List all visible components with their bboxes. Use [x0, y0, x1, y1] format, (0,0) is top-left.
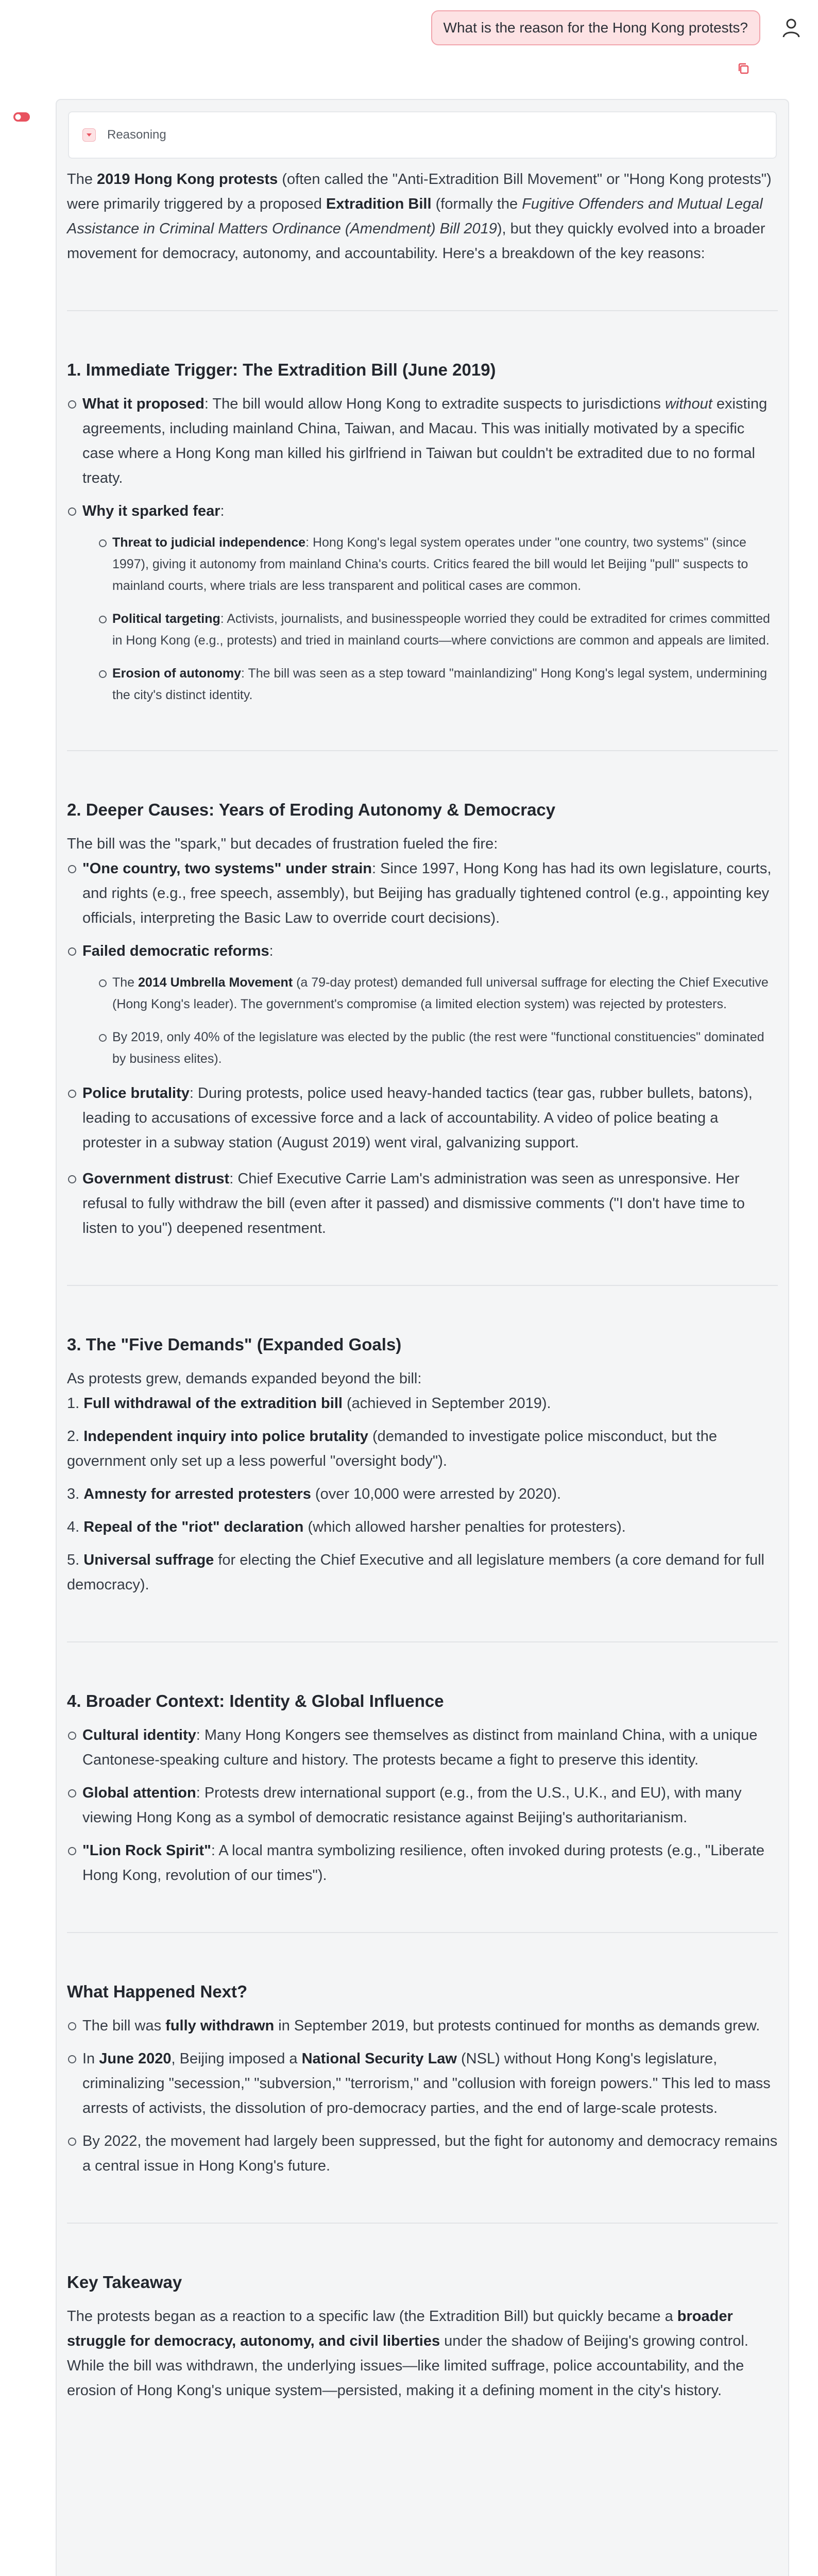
section-heading: 2. Deeper Causes: Years of Eroding Autonomy & Democracy: [67, 800, 556, 819]
divider: [67, 1932, 778, 1933]
list-item: In June 2020, Beijing imposed a National Security Law (NSL) without Hong Kong's legislature, criminalizing "secession," "subversion," "terrorism," and "collusion with foreign powers." This led to mass arrests of activists, the dissolution of pro-democracy parties, and the end of large-scale protests.: [67, 2046, 778, 2121]
section-heading: Key Takeaway: [67, 2273, 182, 2292]
section-heading: What Happened Next?: [67, 1982, 248, 2001]
divider: [67, 750, 778, 751]
list-item: Political targeting: Activists, journalists, and businesspeople worried they could be extradited for crimes committed in Hong Kong (e.g., protests) and tried in mainland courts—where convictions are common and appeals are limited.: [98, 608, 778, 651]
section-heading: 1. Immediate Trigger: The Extradition Bill (June 2019): [67, 360, 496, 379]
numbered-item: 3. Amnesty for arrested protesters (over 10,000 were arrested by 2020).: [67, 1486, 561, 1502]
divider: [67, 310, 778, 311]
user-message-bubble: What is the reason for the Hong Kong protests?: [431, 10, 760, 45]
list-item: Why it sparked fear:: [67, 499, 778, 523]
section-lead: As protests grew, demands expanded beyond the bill:: [67, 1370, 422, 1387]
list-item: The 2014 Umbrella Movement (a 79-day protest) demanded full universal suffrage for electing the Chief Executive (Hong Kong's leader). The government's compromise (a limited election system) was rejected by protesters.: [98, 972, 778, 1015]
chevron-down-icon: [82, 128, 96, 142]
list-item: Global attention: Protests drew international support (e.g., from the U.S., U.K., and EU), with many viewing Hong Kong as a symbol of democratic resistance against Beijing's authoritarianism.: [67, 1781, 778, 1830]
reasoning-label: Reasoning: [107, 128, 166, 142]
reasoning-toggle[interactable]: [68, 111, 777, 159]
section-heading: 4. Broader Context: Identity & Global Influence: [67, 1691, 444, 1710]
assistant-toggle-icon: [12, 110, 31, 124]
list-item: Cultural identity: Many Hong Kongers see themselves as distinct from mainland China, with a unique Cantonese-speaking culture and history. The protests became a fight to preserve this identity.: [67, 1723, 778, 1772]
list-item: Erosion of autonomy: The bill was seen as a step toward "mainlandizing" Hong Kong's legal system, undermining the city's distinct identity.: [98, 663, 778, 706]
numbered-item: 4. Repeal of the "riot" declaration (which allowed harsher penalties for protesters).: [67, 1519, 626, 1535]
takeaway-paragraph: The protests began as a reaction to a specific law (the Extradition Bill) but quickly became a broader struggle for democracy, autonomy, and civil liberties under the shadow of Beijing's growing control. While the bill was withdrawn, the underlying issues—like limited suffrage, police accountability, and the erosion of Hong Kong's unique system—persisted, making it a defining moment in the city's history.: [67, 2308, 748, 2399]
numbered-item: 1. Full withdrawal of the extradition bill (achieved in September 2019).: [67, 1395, 551, 1412]
list-item: By 2019, only 40% of the legislature was elected by the public (the rest were "functional constituencies" dominated by business elites).: [98, 1026, 778, 1070]
sub-list: [98, 532, 778, 706]
user-icon[interactable]: [780, 16, 803, 39]
divider: [67, 1641, 778, 1642]
list-item: Police brutality: During protests, police used heavy-handed tactics (tear gas, rubber bullets, batons), leading to accusations of excessive force and a lack of accountability. A video of police beating a protester in a subway station (August 2019) went viral, galvanizing support.: [67, 1081, 778, 1155]
list-item: "Lion Rock Spirit": A local mantra symbolizing resilience, often invoked during protests (e.g., "Liberate Hong Kong, revolution of our times").: [67, 1838, 778, 1888]
numbered-item: 2. Independent inquiry into police brutality (demanded to investigate police misconduct, but the government only set up a less powerful "oversight body").: [67, 1428, 717, 1469]
numbered-item: 5. Universal suffrage for electing the Chief Executive and all legislature members (a core demand for full democracy).: [67, 1552, 764, 1593]
divider: [67, 1285, 778, 1286]
list-item: What it proposed: The bill would allow Hong Kong to extradite suspects to jurisdictions without existing agreements, including mainland China, Taiwan, and Macau. This was initially motivated by a specific case where a Hong Kong man killed his girlfriend in Taiwan but couldn't be extradited due to no formal treaty.: [67, 392, 778, 490]
list-item: Government distrust: Chief Executive Carrie Lam's administration was seen as unresponsive. Her refusal to fully withdraw the bill (even after it passed) and dismissive comments ("I don't have time to listen to you") deepened resentment.: [67, 1166, 778, 1241]
divider: [67, 2223, 778, 2224]
list-item: Failed democratic reforms:: [67, 939, 778, 963]
list-item: By 2022, the movement had largely been suppressed, but the fight for autonomy and democracy remains a central issue in Hong Kong's future.: [67, 2129, 778, 2178]
user-message-row: [0, 9, 818, 81]
copy-icon[interactable]: [731, 57, 755, 80]
intro-paragraph: The 2019 Hong Kong protests (often called the "Anti-Extradition Bill Movement" or "Hong Kong protests") were primarily triggered by a proposed Extradition Bill (formally the Fugitive Offenders and Mutual Legal Assistance in Criminal Matters Ordinance (Amendment) Bill 2019), but they quickly evolved into a broader movement for democracy, autonomy, and accountability. Here's a breakdown of the key reasons:: [67, 171, 772, 262]
list-item: Threat to judicial independence: Hong Kong's legal system operates under "one country, two systems" (since 1997), giving it autonomy from mainland China's courts. Critics feared the bill would let Beijing "pull" suspects to mainland courts, where trials are less transparent and political cases are common.: [98, 532, 778, 597]
sub-list: [98, 972, 778, 1070]
section-lead: The bill was the "spark," but decades of frustration fueled the fire:: [67, 836, 498, 852]
assistant-message-card: [56, 99, 789, 2576]
section-heading: 3. The "Five Demands" (Expanded Goals): [67, 1335, 402, 1354]
list-item: The bill was fully withdrawn in September 2019, but protests continued for months as demands grew.: [67, 2013, 778, 2038]
answer-content: [67, 167, 778, 2403]
list-item: "One country, two systems" under strain: Since 1997, Hong Kong has had its own legislature, courts, and rights (e.g., free speech, assembly), but Beijing has gradually tightened control (e.g., appointing key officials, interpreting the Basic Law to override court decisions).: [67, 856, 778, 930]
